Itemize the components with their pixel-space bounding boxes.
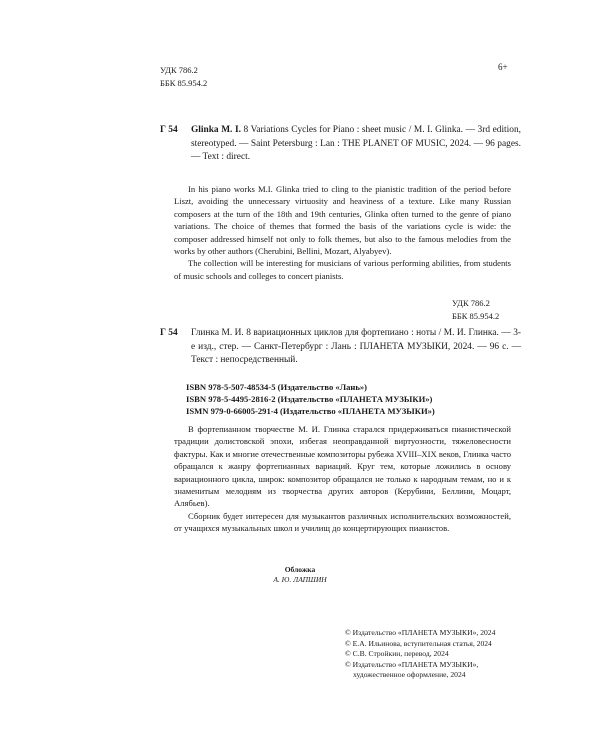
udk-code: УДК 786.2 (160, 65, 198, 75)
cover-artist: А. Ю. ЛАПШИН (273, 575, 327, 584)
copyright-line: художественное оформление, 2024 (353, 670, 466, 680)
age-rating: 6+ (498, 62, 508, 72)
udk-code: УДК 786.2 (452, 298, 490, 308)
annotation-english (174, 183, 511, 282)
bbk-code: ББК 85.954.2 (452, 311, 500, 321)
copyright-line: © Издательство «ПЛАНЕТА МУЗЫКИ», 2024 (345, 628, 496, 637)
copyright-line: © С.В. Стройкин, перевод, 2024 (345, 649, 449, 659)
cover-credit (0, 565, 600, 585)
catalog-entry-text (191, 124, 521, 165)
annotation-paragraph: In his piano works M.I. Glinka tried to cling to the pianistic tradition of the period before Liszt, avoiding the unnecessary virtuosity and heaviness of a texture. Like many Russian composers at the turn of the 18th and 19th centuries, Glinka often turned to the genre of piano variations. The choice of themes that formed the basis of the variations cycle is wide: the composer addressed himself not only to folk themes, but also to the famous melodies from the works by other authors (Cherubini, Bellini, Mozart, Alyabyev). (174, 184, 511, 257)
catalog-code: Г 54 (160, 328, 178, 338)
ismn-line: ISMN 979-0-66005-291-4 (Издательство «ПЛАНЕТА МУЗЫКИ») (186, 406, 435, 416)
copyright-block (345, 628, 495, 681)
copyright-line: © Е.А. Ильинова, вступительная статья, 2024 (345, 638, 492, 648)
isbn-block (186, 381, 435, 417)
cover-title: Обложка (284, 565, 316, 574)
annotation-russian (174, 423, 511, 535)
annotation-paragraph: Сборник будет интересен для музыкантов различных исполнительских возможностей, от учащихся музыкальных школ и училищ до концертирующих пианистов. (174, 510, 511, 534)
catalog-code: Г 54 (160, 125, 178, 135)
isbn-line: ISBN 978-5-4495-2816-2 (Издательство «ПЛАНЕТА МУЗЫКИ») (186, 394, 433, 404)
annotation-paragraph: The collection will be interesting for musicians of various performing abilities, from students of music schools and colleges to concert pianists. (174, 258, 511, 281)
copyright-line: © Издательство «ПЛАНЕТА МУЗЫКИ», (345, 659, 479, 669)
bbk-code: ББК 85.954.2 (160, 78, 208, 88)
entry-details: 8 Variations Cycles for Piano : sheet music / M. I. Glinka. — 3rd edition, stereotyped. — Saint Petersburg : Lan : THE PLANET OF MUSIC, 2024. — 96 pages. — Text : direct. (191, 125, 521, 163)
isbn-line: ISBN 978-5-507-48534-5 (Издательство «Лань») (186, 382, 368, 392)
top-classification-codes (160, 64, 207, 90)
author-name: Glinka M. I. (191, 125, 241, 135)
catalog-entry-english (160, 124, 522, 180)
right-classification-codes (452, 297, 499, 323)
catalog-entry-text: Глинка М. И. 8 вариационных циклов для фортепиано : ноты / М. И. Глинка. — 3-е изд., стер. — Санкт-Петербург : Лань : ПЛАНЕТА МУЗЫКИ, 2024. — 96 с. — Текст : непосредственный. (191, 328, 521, 366)
annotation-paragraph: В фортепианном творчестве М. И. Глинка старался придерживаться пианистической традиции долистовской эпохи, избегая неоправданной виртуозности, тяжеловесности фактуры. Как и многие отечественные композиторы рубежа XVIII–XIX веков, Глинка часто обращался к жанру фортепианных вариаций. Круг тем, которые ложились в основу вариационного цикла, широк: композитор обращался не только к народным темам, но и к знаменитым мелодиям из творчества других авторов (Керубини, Беллини, Моцарт, Алябьев). (174, 424, 511, 509)
catalog-entry-russian (160, 327, 522, 369)
